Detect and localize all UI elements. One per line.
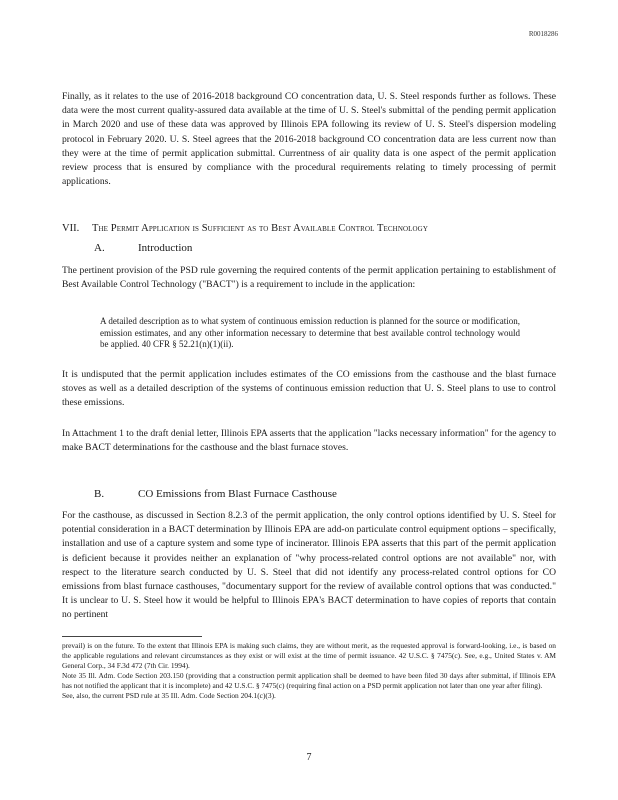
paragraph-casthouse: [62, 509, 556, 623]
paragraph-text: In Attachment 1 to the draft denial letter, Illinois EPA asserts that the application "lacks necessary information" for the agency to make BACT determinations for the casthouse and the blast furnace stoves.: [62, 428, 556, 454]
subsection-title: CO Emissions from Blast Furnace Casthouse: [138, 488, 337, 500]
paragraph-text: The pertinent provision of the PSD rule governing the required contents of the permit application pertaining to establishment of Best Available Control Technology ("BACT") is a requirement to include in the application:: [62, 265, 556, 291]
block-quote: [100, 316, 520, 351]
footnote: prevail) is on the future. To the extent that Illinois EPA is making such claims, they are without merit, as the requested approval is forward-looking, i.e., is based on the applicable regulations and relevant circumstances as they exist or will exist at the time of permit issuance. 42 U.S.C. § 7475(c). See, e.g., United States v. AM General Corp., 34 F.3d 472 (7th Cir. 1994).: [62, 641, 556, 670]
subsection-heading-a: [62, 242, 556, 254]
paragraph-psd-rule: [62, 264, 556, 292]
section-number: VII.: [62, 223, 80, 234]
paragraph-text: Finally, as it relates to the use of 2016-2018 background CO concentration data, U. S. Steel responds further as follows. These data were the most current quality-assured data available at the time of U. S. Steel's submittal of the pending permit application in March 2020 and use of these data was approved by Illinois EPA following its review of U. S. Steel's dispersion modeling protocol in February 2020. U. S. Steel agrees that the 2016-2018 background CO concentration data are less current now than they were at the time of permit application submittal. Currentness of air quality data is one aspect of the permit application review process that is ensured by compliance with the procedural requirements relating to timely processing of permit applications.: [62, 91, 556, 188]
section-heading-vii: [62, 222, 556, 236]
subsection-heading-b: [62, 488, 556, 500]
subsection-letter: A.: [94, 242, 105, 254]
page-number: 7: [306, 752, 312, 763]
footnote-divider: [62, 636, 202, 637]
paragraph-attachment: [62, 427, 556, 455]
bates-number: R0018286: [528, 30, 558, 38]
subsection-title: Introduction: [138, 242, 193, 254]
paragraph-text: For the casthouse, as discussed in Section 8.2.3 of the permit application, the only control options identified by U. S. Steel for potential consideration in a BACT determination by Illinois EPA are add-on particulate control equipment options – specifically, installation and use of a capture system and some type of incinerator. Illinois EPA asserts that this part of the permit application is deficient because it provides neither an explanation of "why process-related control options are not available" nor, with respect to the literature search conducted by U. S. Steel that did not identify any process-related control options for CO emissions from blast furnace casthouses, "documentary support for the review of available control options that was conducted." It is unclear to U. S. Steel how it would be helpful to Illinois EPA's BACT determination to have copies of reports that contain no pertinent: [62, 510, 556, 621]
block-quote-text: A detailed description as to what system of continuous emission reduction is planned for the source or modification, emission estimates, and any other information necessary to determine that best available control technology would be applied. 40 CFR § 52.21(n)(1)(ii).: [100, 316, 520, 350]
subsection-letter: B.: [94, 488, 105, 500]
section-title: The Permit Application is Sufficient as to Best Available Control Technology: [92, 223, 428, 234]
paragraph-undisputed: [62, 368, 556, 411]
paragraph-text: It is undisputed that the permit application includes estimates of the CO emissions from the casthouse and the blast furnace stoves as well as a detailed description of the systems of continuous emission reduction that U. S. Steel plans to use to control these emissions.: [62, 369, 556, 409]
footnotes: [62, 641, 556, 701]
footnote: See, also, the current PSD rule at 35 Ill. Adm. Code Section 204.1(c)(3).: [62, 691, 276, 700]
footnote: Note 35 Ill. Adm. Code Section 203.150 (providing that a construction permit application shall be deemed to have been filed 30 days after submittal, if Illinois EPA has not notified the applicant that it is incomplete) and 42 U.S.C. § 7475(c) (requiring final action on a PSD permit application not later than one year after filing).: [62, 671, 556, 690]
paragraph-background-data: [62, 90, 556, 189]
